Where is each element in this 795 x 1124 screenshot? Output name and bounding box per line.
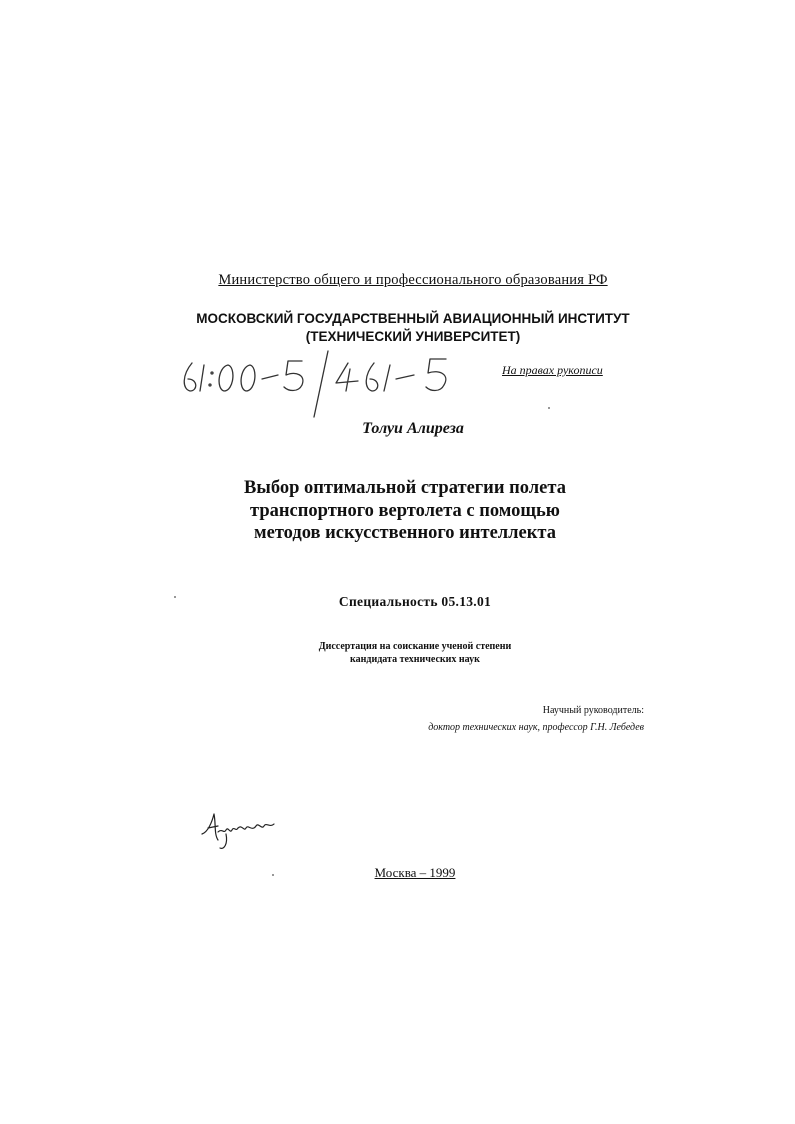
title-line-1: Выбор оптимальной стратегии полета [244, 478, 566, 498]
rights-note: На правах рукописи [502, 363, 603, 377]
scan-speck [548, 407, 550, 409]
supervisor-name: доктор технических наук, профессор Г.Н. Лебедев [428, 722, 644, 733]
title-line-2: транспортного вертолета с помощью [250, 500, 560, 521]
dissertation-degree [0, 640, 795, 666]
handwritten-registry-number [178, 345, 478, 425]
institute-line-2: (ТЕХНИЧЕСКИЙ УНИВЕРСИТЕТ) [305, 329, 521, 344]
city-year: Москва – 1999 [374, 865, 456, 880]
dissertation-title [0, 477, 795, 545]
author-name: Толуи Алиреза [362, 420, 464, 437]
institute-name [0, 310, 795, 346]
degree-line-2: кандидата технических наук [350, 654, 480, 665]
title-line-3: методов искусственного интеллекта [254, 523, 556, 543]
specialty: Специальность 05.13.01 [338, 594, 492, 609]
handwritten-signature [200, 804, 280, 854]
scan-speck [174, 596, 176, 598]
degree-line-1: Диссертация на соискание ученой степени [318, 641, 512, 652]
scan-speck [272, 874, 274, 876]
supervisor-label: Научный руководитель: [542, 705, 644, 716]
ministry-header: Министерство общего и профессионального образования РФ [218, 272, 608, 288]
institute-line-1: МОСКОВСКИЙ ГОСУДАРСТВЕННЫЙ АВИАЦИОННЫЙ ИНСТИТУТ [196, 311, 630, 326]
